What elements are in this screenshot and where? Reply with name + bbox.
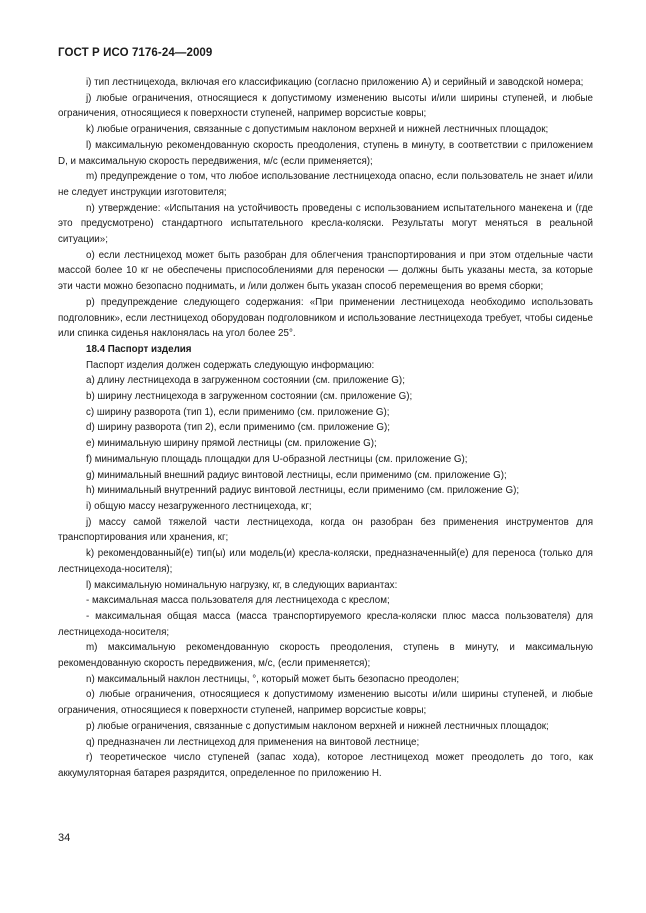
list-item: g) минимальный внешний радиус винтовой лестницы, если применимо (см. приложение G); bbox=[86, 469, 507, 481]
list-item: k) рекомендованный(е) тип(ы) или модель(и) кресла-коляски, предназначенный(е) для переноса (только для лестницехода-носителя); bbox=[58, 548, 593, 575]
list-item: k) любые ограничения, связанные с допустимым наклоном верхней и нижней лестничных площадок; bbox=[86, 124, 549, 136]
section-heading: 18.4 Паспорт изделия bbox=[86, 343, 192, 355]
list-item: o) если лестницеход может быть разобран для облегчения транспортирования и при этом отдельные части массой более 10 кг не обеспечены приспособлениями для переноски — должны быть указаны места, за которые эти части можно безопасно поднимать, и /или должен быть указан способ перемещения во время сборки; bbox=[58, 249, 593, 293]
list-item: j) массу самой тяжелой части лестницехода, когда он разобран без применения инструментов для транспортирования или хранения, кг; bbox=[58, 516, 593, 544]
document-body bbox=[58, 75, 593, 782]
document-header: ГОСТ Р ИСО 7176-24—2009 bbox=[58, 47, 213, 59]
list-item: o) любые ограничения, относящиеся к допустимому изменению высоты и/или ширины ступеней, и любые ограничения, относящиеся к поверхности ступеней, например ворсистые ковры; bbox=[58, 689, 593, 717]
list-item: b) ширину лестницехода в загруженном состоянии (см. приложение G); bbox=[86, 391, 413, 403]
list-item: e) минимальную ширину прямой лестницы (см. приложение G); bbox=[86, 438, 377, 450]
list-item: m) максимальную рекомендованную скорость преодоления, ступень в минуту, и максимальную рекомендованную скорость передвижения, м/с, (если применяется); bbox=[58, 642, 593, 670]
list-item: i) общую массу незагруженного лестницехода, кг; bbox=[86, 500, 312, 512]
list-item: q) предназначен ли лестницеход для применения на винтовой лестнице; bbox=[86, 736, 420, 748]
list-item: l) максимальную рекомендованную скорость преодоления, ступень в минуту, в соответствии с приложением D, и максимальную скорость передвижения, м/с (если применяется); bbox=[58, 139, 593, 167]
list-item: - максимальная масса пользователя для лестницехода с креслом; bbox=[86, 595, 390, 607]
list-item: r) теоретическое число ступеней (запас хода), которое лестницеход может преодолеть до того, как аккумуляторная батарея разрядится, определенное по приложению Н. bbox=[58, 752, 593, 779]
list-item: - максимальная общая масса (масса транспортируемого кресла-коляски плюс масса пользователя) для лестницехода-носителя; bbox=[58, 610, 593, 638]
list-item: i) тип лестницехода, включая его классификацию (согласно приложению А) и серийный и заводской номера; bbox=[86, 77, 584, 88]
list-item: h) минимальный внутренний радиус винтовой лестницы, если применимо (см. приложение G); bbox=[86, 485, 520, 497]
section-intro: Паспорт изделия должен содержать следующую информацию: bbox=[86, 359, 375, 371]
list-item: l) максимальную номинальную нагрузку, кг, в следующих вариантах: bbox=[86, 579, 398, 591]
list-item: p) любые ограничения, связанные с допустимым наклоном верхней и нижней лестничных площадок; bbox=[86, 720, 549, 732]
list-item: f) минимальную площадь площадки для U-образной лестницы (см. приложение G); bbox=[86, 453, 468, 465]
list-item: n) утверждение: «Испытания на устойчивость проведены с использованием испытательного манекена и (где это предусмотрено) стандартного испытательного кресла-коляски. Результаты могут меняться в реальной ситуации»; bbox=[58, 202, 593, 246]
list-item: j) любые ограничения, относящиеся к допустимому изменению высоты и/или ширины ступеней, и любые ограничения, относящиеся к поверхности ступеней, например ворсистые ковры; bbox=[58, 92, 593, 120]
list-item: a) длину лестницехода в загруженном состоянии (см. приложение G); bbox=[86, 375, 405, 387]
list-item: c) ширину разворота (тип 1), если применимо (см. приложение G); bbox=[86, 406, 390, 418]
page-number: 34 bbox=[58, 832, 71, 844]
list-item: m) предупреждение о том, что любое использование лестницехода опасно, если пользователь не знает и/или не следует инструкции изготовителя; bbox=[58, 171, 593, 198]
list-item: n) максимальный наклон лестницы, °, который может быть безопасно преодолен; bbox=[86, 673, 460, 685]
list-item: p) предупреждение следующего содержания: «При применении лестницехода необходимо использовать подголовник», если лестницеход оборудован подголовником и использование лестницехода требует, чтобы сиденье или спинка сиденья наклонялась на угол более 25°. bbox=[58, 296, 593, 340]
list-item: d) ширину разворота (тип 2), если применимо (см. приложение G); bbox=[86, 422, 391, 434]
